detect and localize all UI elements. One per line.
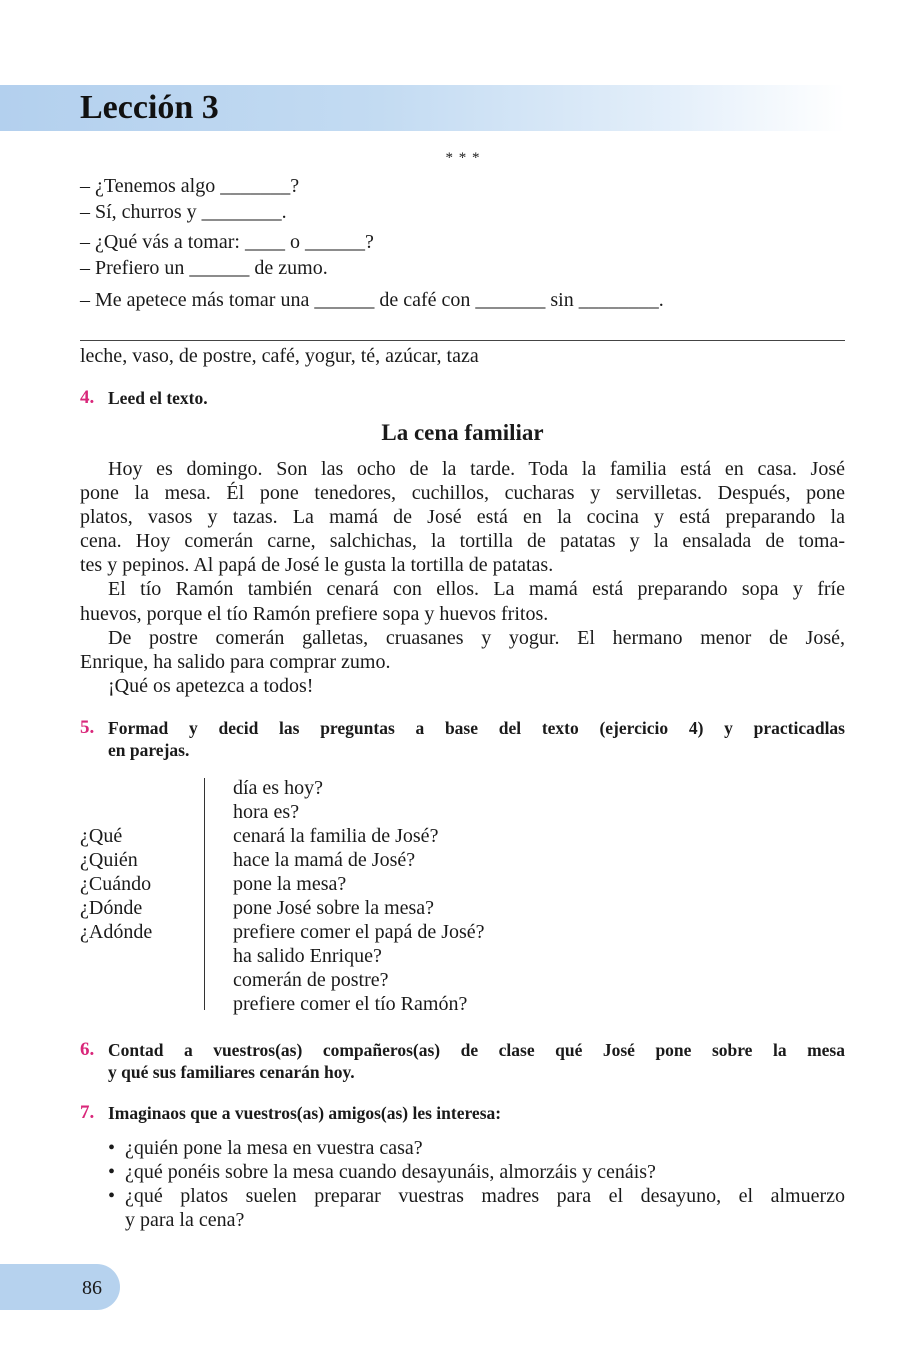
lesson-title: Lección 3: [80, 89, 219, 126]
exercise-number: 7.: [80, 1102, 95, 1123]
reading-line: tes y pepinos. Al papá de José le gusta la tortilla de patatas.: [80, 554, 554, 577]
question-words-column: [80, 824, 152, 944]
reading-line: El tío Ramón también cenará con ellos. La mamá está preparando sopa y fríe: [108, 578, 845, 601]
exercise-instruction: Leed el texto.: [108, 388, 208, 408]
question-endings-column: [233, 776, 485, 1016]
exercise-6-heading: [80, 1039, 845, 1083]
dialog-line: – Sí, churros y ________.: [80, 201, 287, 223]
exercise-instruction: en parejas.: [108, 740, 190, 760]
dialog-line: – Me apetece más tomar una ______ de café con _______ sin ________.: [80, 289, 664, 311]
exercise-instruction: Imaginaos que a vuestros(as) amigos(as) les interesa:: [108, 1103, 502, 1123]
question-word: ¿Adónde: [80, 921, 153, 943]
exercise-number: 5.: [80, 717, 95, 738]
reading-text: [80, 457, 845, 698]
reading-line: Enrique, ha salido para comprar zumo.: [80, 650, 391, 673]
list-item-text: y para la cena?: [125, 1209, 245, 1231]
column-divider: [204, 778, 205, 1010]
question-ending: cenará la familia de José?: [233, 825, 439, 847]
word-bank-divider: [80, 340, 845, 341]
question-ending: día es hoy?: [233, 777, 323, 799]
question-word: ¿Quién: [80, 849, 138, 871]
exercise-number: 6.: [80, 1039, 95, 1060]
list-item: [108, 1184, 845, 1232]
bullet-icon: •: [108, 1185, 116, 1207]
dialog-line: – ¿Qué vás a tomar: ____ o ______?: [80, 231, 374, 253]
exercise-7-heading: [80, 1102, 845, 1124]
page-number-tab: [0, 1264, 120, 1310]
question-ending: prefiere comer el tío Ramón?: [233, 993, 468, 1015]
section-separator: * * *: [445, 150, 481, 166]
question-word: ¿Dónde: [80, 897, 143, 919]
reading-line: ¡Qué os apetezca a todos!: [108, 674, 314, 697]
dialog-line: – Prefiero un ______ de zumo.: [80, 257, 328, 279]
question-ending: hace la mamá de José?: [233, 849, 416, 871]
question-ending: pone José sobre la mesa?: [233, 897, 435, 919]
exercise-5-heading: [80, 717, 845, 761]
dialog-line: – ¿Tenemos algo _______?: [80, 175, 300, 197]
reading-line: huevos, porque el tío Ramón prefiere sopa y huevos fritos.: [80, 602, 549, 625]
question-ending: comerán de postre?: [233, 969, 389, 991]
bullet-icon: •: [108, 1137, 116, 1159]
question-ending: hora es?: [233, 801, 300, 823]
question-ending: pone la mesa?: [233, 873, 347, 895]
reading-line: cena. Hoy comerán carne, salchichas, la tortilla de patatas y la ensalada de toma-: [80, 530, 845, 553]
reading-line: De postre comerán galletas, cruasanes y yogur. El hermano menor de José,: [108, 626, 845, 649]
word-bank: leche, vaso, de postre, café, yogur, té, azúcar, taza: [80, 345, 479, 367]
list-item-text: ¿quién pone la mesa en vuestra casa?: [125, 1137, 423, 1159]
reading-line: Hoy es domingo. Son las ocho de la tarde. Toda la familia está en casa. José: [108, 458, 845, 480]
bullet-icon: •: [108, 1161, 116, 1183]
reading-line: platos, vasos y tazas. La mamá de José está en la cocina y está preparando la: [80, 506, 845, 529]
question-ending: ha salido Enrique?: [233, 945, 382, 967]
exercise-instruction: y qué sus familiares cenarán hoy.: [108, 1062, 355, 1082]
list-item-text: ¿qué ponéis sobre la mesa cuando desayunáis, almorzáis y cenáis?: [125, 1161, 656, 1183]
reading-line: pone la mesa. Él pone tenedores, cuchillos, cucharas y servilletas. Después, pone: [80, 482, 845, 505]
page-number: 86: [82, 1277, 102, 1299]
question-word: ¿Cuándo: [80, 873, 152, 895]
exercise-instruction: Formad y decid las preguntas a base del texto (ejercicio 4) y practicadlas: [108, 718, 845, 738]
exercise-number: 4.: [80, 387, 95, 408]
reading-title: La cena familiar: [381, 420, 544, 445]
list-item-text: ¿qué platos suelen preparar vuestras madres para el desayuno, el almuerzo: [125, 1185, 845, 1207]
question-ending: prefiere comer el papá de José?: [233, 921, 485, 943]
list-item: [108, 1136, 845, 1160]
list-item: [108, 1160, 845, 1184]
exercise-4-heading: [80, 387, 845, 409]
question-word: ¿Qué: [80, 825, 123, 847]
exercise-instruction: Contad a vuestros(as) compañeros(as) de clase qué José pone sobre la mesa: [108, 1040, 845, 1060]
bullet-list: [108, 1136, 845, 1232]
